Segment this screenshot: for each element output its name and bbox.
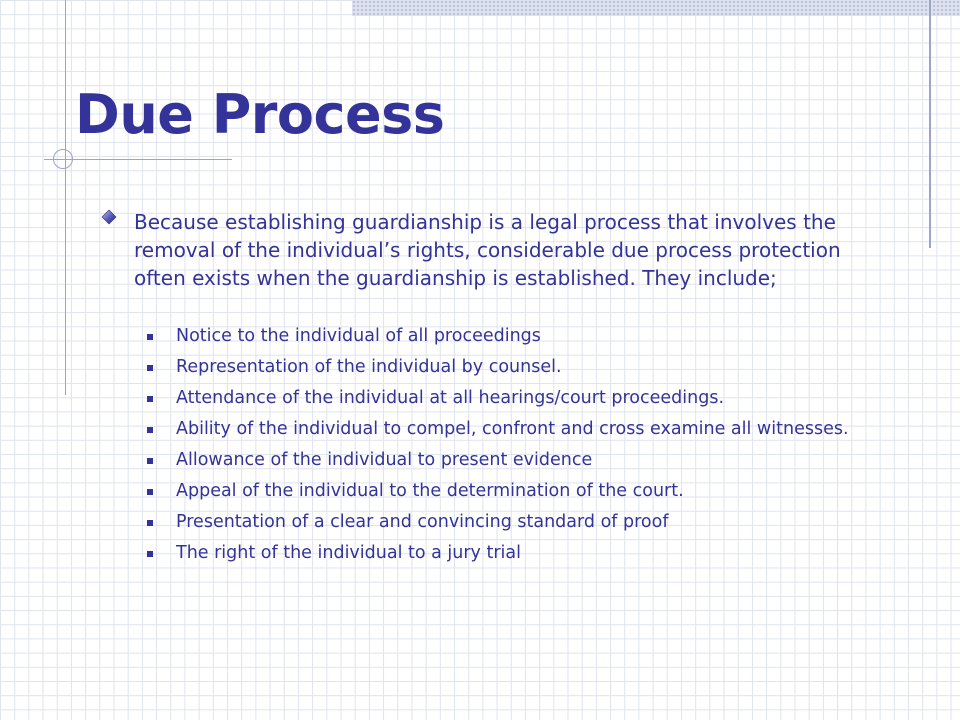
list-item-text: Ability of the individual to compel, confront and cross examine all witnesses. [176,419,849,439]
list-item-text: The right of the individual to a jury trial [176,543,521,563]
list-item [147,449,907,472]
list-item [147,480,907,503]
intro-paragraph: Because establishing guardianship is a legal process that involves the removal of the individual’s rights, considerable due process protection often exists when the guardianship is established. They include; [134,210,841,290]
square-bullet-icon [147,365,153,371]
list-item-text: Allowance of the individual to present evidence [176,450,593,470]
list-item-text: Attendance of the individual at all hearings/court proceedings. [176,388,725,408]
slide-title: Due Process [75,83,445,146]
square-bullet-icon [147,458,153,464]
square-bullet-icon [147,520,153,526]
square-bullet-icon [147,334,153,340]
list-item [147,356,907,379]
square-bullet-icon [147,551,153,557]
list-item-text: Notice to the individual of all proceedings [176,326,541,346]
square-bullet-icon [147,489,153,495]
decorative-vertical-line-left [65,0,66,395]
top-texture-band [352,0,960,16]
list-item-text: Representation of the individual by counsel. [176,357,562,377]
list-item [147,418,907,441]
diamond-bullet-icon [101,209,117,225]
square-bullet-icon [147,396,153,402]
list-item [147,542,907,565]
list-item-text: Appeal of the individual to the determination of the court. [176,481,684,501]
list-item [147,387,907,410]
list-item-text: Presentation of a clear and convincing standard of proof [176,512,669,532]
decorative-circle [53,149,73,169]
due-process-list [147,325,907,573]
square-bullet-icon [147,427,153,433]
decorative-vertical-line-right [929,0,931,248]
list-item [147,325,907,348]
list-item [147,511,907,534]
